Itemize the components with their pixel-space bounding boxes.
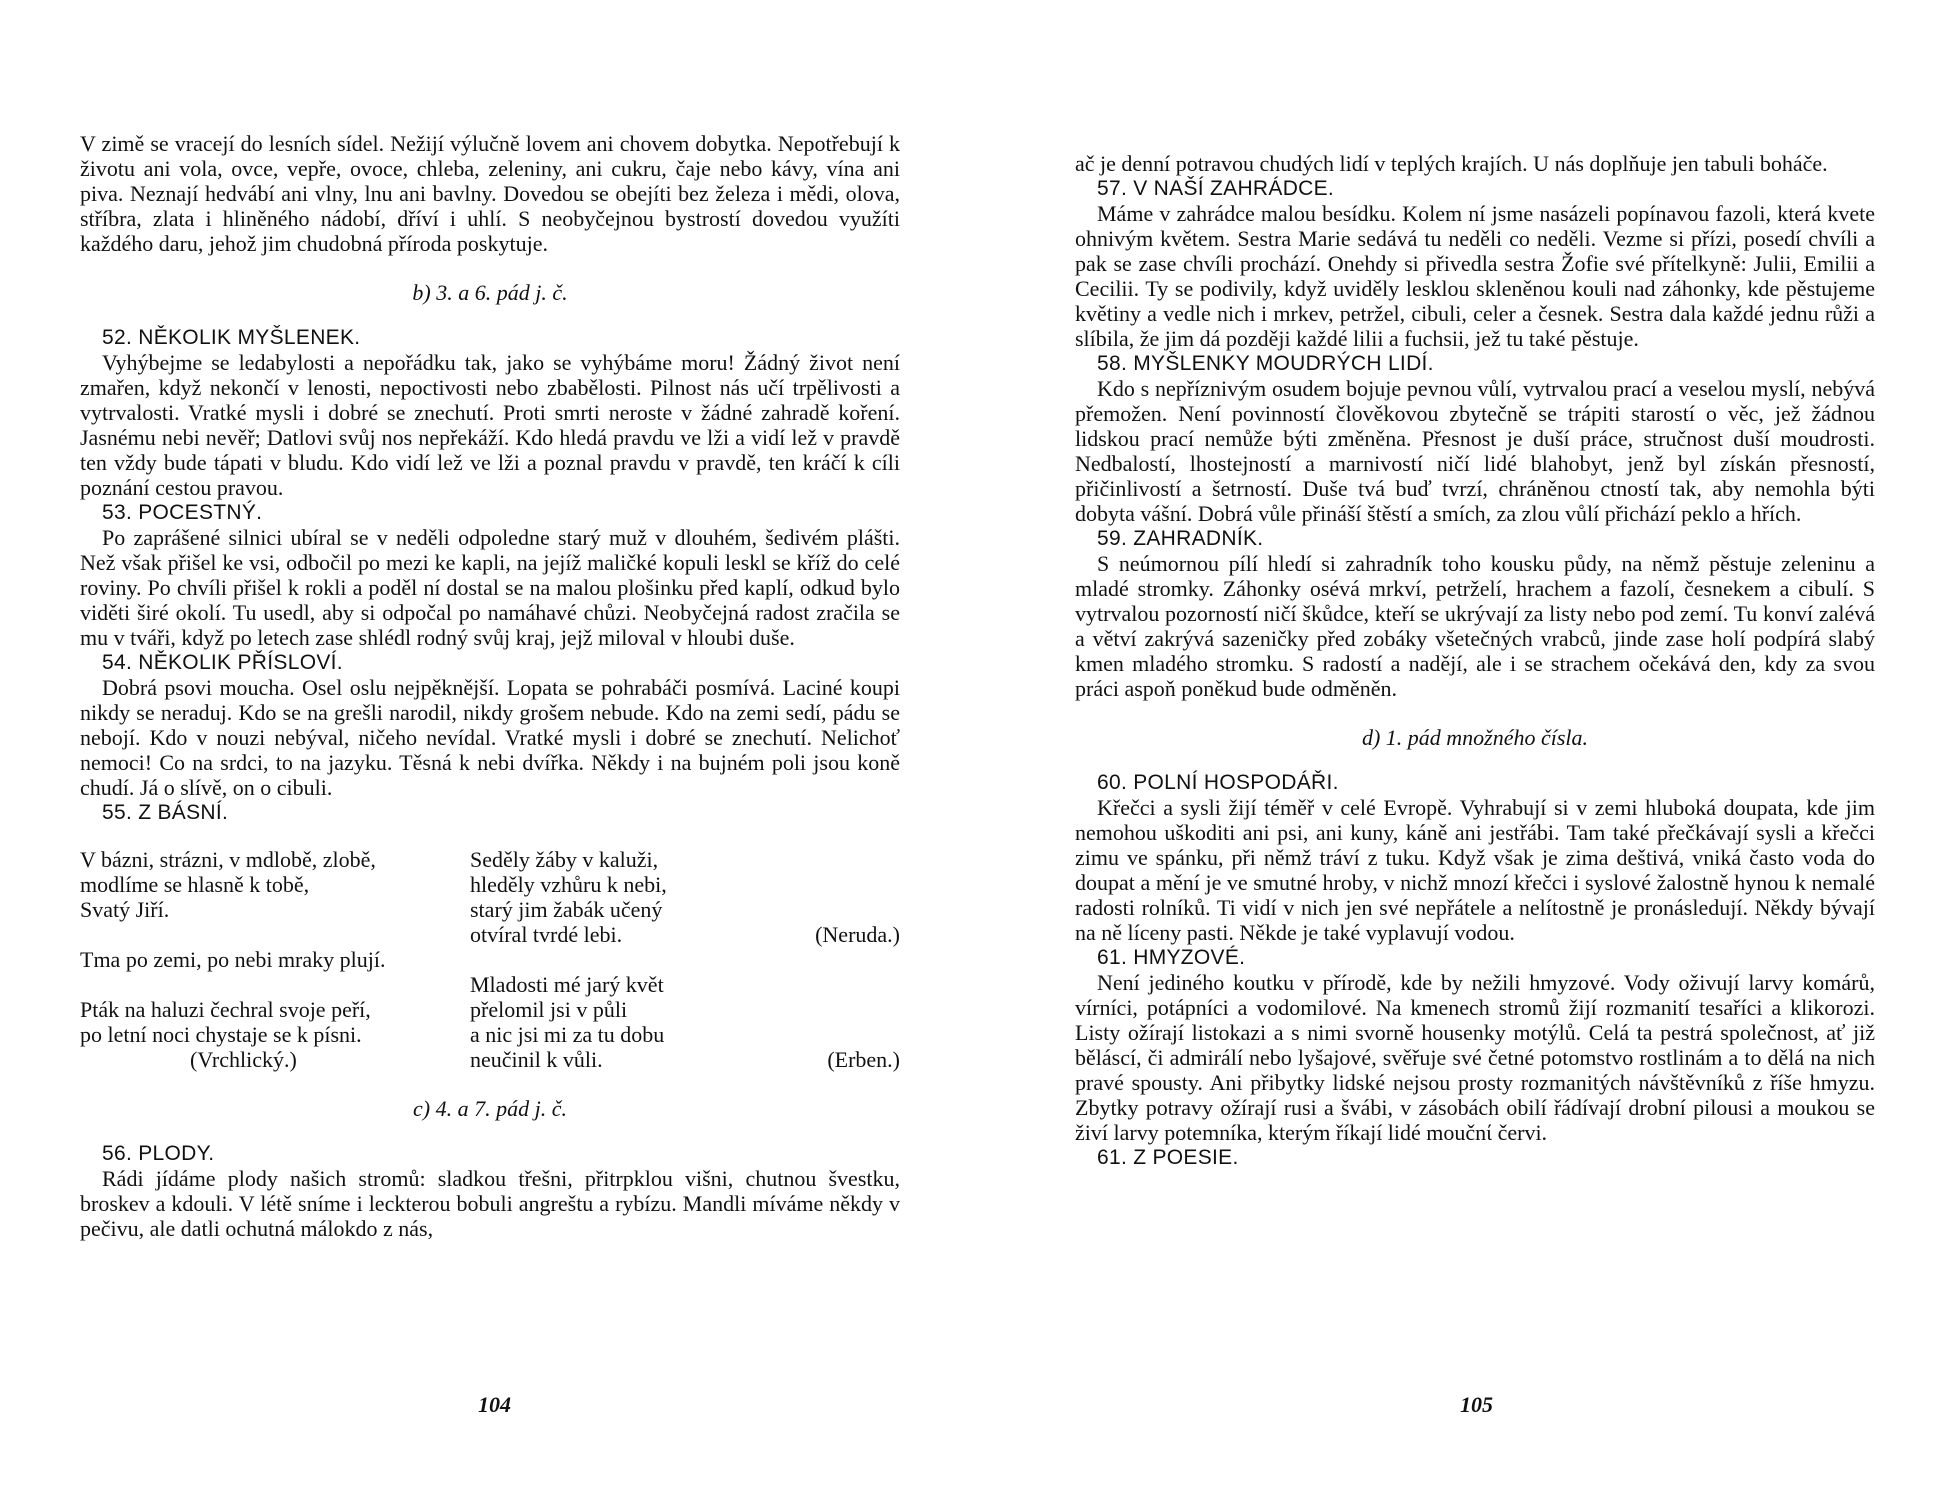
paragraph-60: Křečci a sysli žijí téměř v celé Evropě. Vyhrabují si v zemi hluboká doupata, kde jim nemohou uškoditi ani psi, ani kuny, káně ani jestřábi. Tam také přečkávají sysli a křečci zimu ve spánku, při němž tráví z tuku. Když však je zima deštivá, vniká často voda do doupat a mění je ve smutné hroby, v nichž mnozí křečci i syslové žalostně hynou k nemalé radosti rolníků. Ti vidí v nich jen své nepřátele a nelítostně je pronásledují. Někdy bývají na ně líceny pasti. Někde je také vyplavují vodou.	[1075, 795, 1875, 945]
page-number-left: 104	[478, 1392, 511, 1417]
left-page	[80, 0, 900, 1241]
heading-54: 54. NĚKOLIK PŘÍSLOVÍ.	[102, 651, 343, 674]
heading-57: 57. V NAŠÍ ZAHRÁDCE.	[1097, 177, 1335, 200]
paragraph-continued: ač je denní potravou chudých lidí v teplých krajích. U nás doplňuje jen tabuli boháče.	[1075, 151, 1828, 176]
heading-59: 59. ZAHRADNÍK.	[1097, 527, 1264, 550]
paragraph-54: Dobrá psovi moucha. Osel oslu nejpěknější. Lopata se pohrabáči posmívá. Laciné koupi nikdy se neraduj. Kdo se na grešli narodil, nikdy grošem nebude. Kdo na zemi sedí, pádu se nebojí. Kdo v nouzi nebýval, ničeho nevídal. Vratké mysli i dobré se znechutí. Nelichoť nemoci! Co na srdci, to na jazyku. Těsná k nebi dvířka. Někdy i na bujném poli jsou koně chudí. Já o slívě, on o cibuli.	[80, 675, 900, 800]
heading-61b: 61. Z POESIE.	[1097, 1146, 1239, 1169]
heading-61: 61. HMYZOVÉ.	[1097, 946, 1246, 969]
poem-right-column: Seděly žáby v kaluži, hleděly vzhůru k nebi, starý jim žabák učený otvíral tvrdé lebi. Mladosti mé jarý květ přelomil jsi v půli a nic jsi mi za tu dobu neučinil k vůli.	[470, 847, 667, 1072]
gutter	[975, 0, 976, 1501]
paragraph-59: S neúmornou pílí hledí si zahradník toho kousku půdy, na němž pěstuje zeleninu a mladé stromky. Záhonky osévá mrkví, petrželí, hrachem a fazolí, česnekem a cibulí. S vytrvalou pozorností ničí škůdce, kteří se ukrývají za listy nebo pod zemí. Tu konví zalévá a větví zakrývá sazeničky před zobáky všetečných vrabců, jinde zase holí podpírá slabý kmen mladého stromku. S radostí a nadějí, ale i se strachem očekává den, kdy za svou práci aspoň poněkud bude odměněn.	[1075, 551, 1875, 701]
poem-block	[80, 847, 900, 1072]
section-title-c: c) 4. a 7. pád j. č.	[413, 1096, 567, 1121]
heading-55: 55. Z BÁSNÍ.	[102, 801, 229, 824]
heading-53: 53. POCESTNÝ.	[102, 501, 263, 524]
paragraph-53: Po zaprášené silnici ubíral se v neděli odpoledne starý muž v dlouhém, šedivém plášti. Než však přišel ke vsi, odbočil po mezi ke kapli, na jejíž maličké kopuli leskl se kříž do celé roviny. Po chvíli přišel k rokli a poděl ní dostal se na malou plošinku před kaplí, odkud bylo viděti širé okolí. Tu usedl, aby si odpočal po namáhavé chůzi. Neobyčejná radost zračila se mu v tváři, když po letech zase shlédl rodný svůj kraj, jejž miloval v hloubi duše.	[80, 525, 900, 650]
section-title-d: d) 1. pád množného čísla.	[1361, 725, 1589, 750]
section-title-b: b) 3. a 6. pád j. č.	[412, 280, 568, 305]
poem-authors: (Neruda.) (Erben.)	[815, 922, 900, 1072]
paragraph-57: Máme v zahrádce malou besídku. Kolem ní jsme nasázeli popínavou fazoli, která kvete ohnivým květem. Sestra Marie sedává tu neděli co neděli. Vezme si přízi, posedí chvíli a pak se zase chvíli prochází. Onehdy si přivedla sestra Žofie své přítelkyně: Julii, Emilii a Cecilii. Ty se podivily, když uviděly lesklou skleněnou kouli nad záhonky, kde pěstujeme květiny a vedle nich i mrkev, petržel, cibuli, celer a česnek. Sestra dala každé jednu růži a slíbila, že jim dá později každé lilii a fuchsii, jež tu také pěstuje.	[1075, 201, 1875, 351]
heading-56: 56. PLODY.	[102, 1142, 215, 1165]
poem-left-column: V bázni, strázni, v mdlobě, zlobě, modlíme se hlasně k tobě, Svatý Jiří. Tma po zemi, po nebi mraky plují. Pták na haluzi čechral svoje peří, po letní noci chystaje se k písni. (Vrchlický.)	[80, 847, 386, 1072]
heading-52: 52. NĚKOLIK MYŠLENEK.	[102, 326, 361, 349]
paragraph-61: Není jediného koutku v přírodě, kde by nežili hmyzové. Vody oživují larvy komárů, vírníci, potápníci a vodomilové. Na kmenech stromů žijí rozmanití tesaříci a klikorozi. Listy ožírají listokazi a s nimi svorně housenky motýlů. Celá ta pestrá společnost, ať již běláscí, či admirálí nebo lyšajové, svěřuje své četné potomstvo rostlinám a to dělá na nich pravé spousty. Ani přibytky lidské nejsou prosty rozmanitých návštěvníků z říše hmyzu. Zbytky potravy ožírají rusi a švábi, v zásobách obilí řádívají drobní pilousi a moukou se živí larvy potemníka, kterým říkají lidé moučnί červi.	[1075, 970, 1875, 1145]
paragraph-56: Rádi jídáme plody našich stromů: sladkou třešni, přitrpklou višni, chutnou švestku, broskev a kdouli. V létě snímе i leckterou bobuli angreštu a rybízu. Mandli míváme někdy v pečivu, ale datli ochutná málokdo z nás,	[80, 1166, 900, 1241]
page-number-right: 105	[1460, 1392, 1493, 1417]
paragraph-intro: V zimě se vracejí do lesních sídel. Nežijí výlučně lovem ani chovem dobytka. Nepotřebují k životu ani vola, ovce, vepře, ovoce, chleba, zeleniny, ani cukru, čaje nebo kávy, vína ani piva. Neznají hedvábí ani vlny, lnu ani bavlny. Dovedou se obejíti bez železa i mědi, olova, stříbra, zlata i hliněného nádobí, dříví i uhlí. S neobyčejnou bystrostí dovedou využíti každého daru, jehož jim chudobná příroda poskytuje.	[80, 131, 900, 256]
paragraph-52: Vyhýbejme se ledabylosti a nepořádku tak, jako se vyhýbáme moru! Žádný život není zmařen, když nekončí v lenosti, nepoctivosti nebo zbabělosti. Pilnost nás učí trpělivosti a vytrvalosti. Vratké mysli i dobré se znechutí. Proti smrti neroste v žádné zahradě koření. Jasnému nebi nevěř; Datlovi svůj nos nepřekáží. Kdo hledá pravdu ve lži a vidí lež v pravdě ten vždy bude tápati v bludu. Kdo vidí lež ve lži a poznal pravdu v pravdě, ten kráčí k cíli poznání cestou pravou.	[80, 350, 900, 500]
right-page	[1075, 0, 1875, 1170]
heading-60: 60. POLNÍ HOSPODÁŘI.	[1097, 771, 1339, 794]
heading-58: 58. MYŠLENKY MOUDRÝCH LIDÍ.	[1097, 352, 1434, 375]
paragraph-58: Kdo s nepříznivým osudem bojuje pevnou vůlí, vytrvalou prací a veselou myslí, nebývá přemožen. Není povinností člověkovou zbytečně se trápiti starostí o věc, jež žádnou lidskou prací nemůže býti změněna. Přesnost je duší práce, stručnost duší moudrosti. Nedbalostí, lhostejností a marnivostí ničí lidé blahobyt, jenž byl získán přesností, přičinlivostí a šetrností. Duše tvá buď tvrzí, chráněnou ctností tak, aby nemohla býti dobyta vášní. Dobrá vůle přináší štěstí a smích, za zlou vůlí přichází peklo a hřích.	[1075, 376, 1875, 526]
